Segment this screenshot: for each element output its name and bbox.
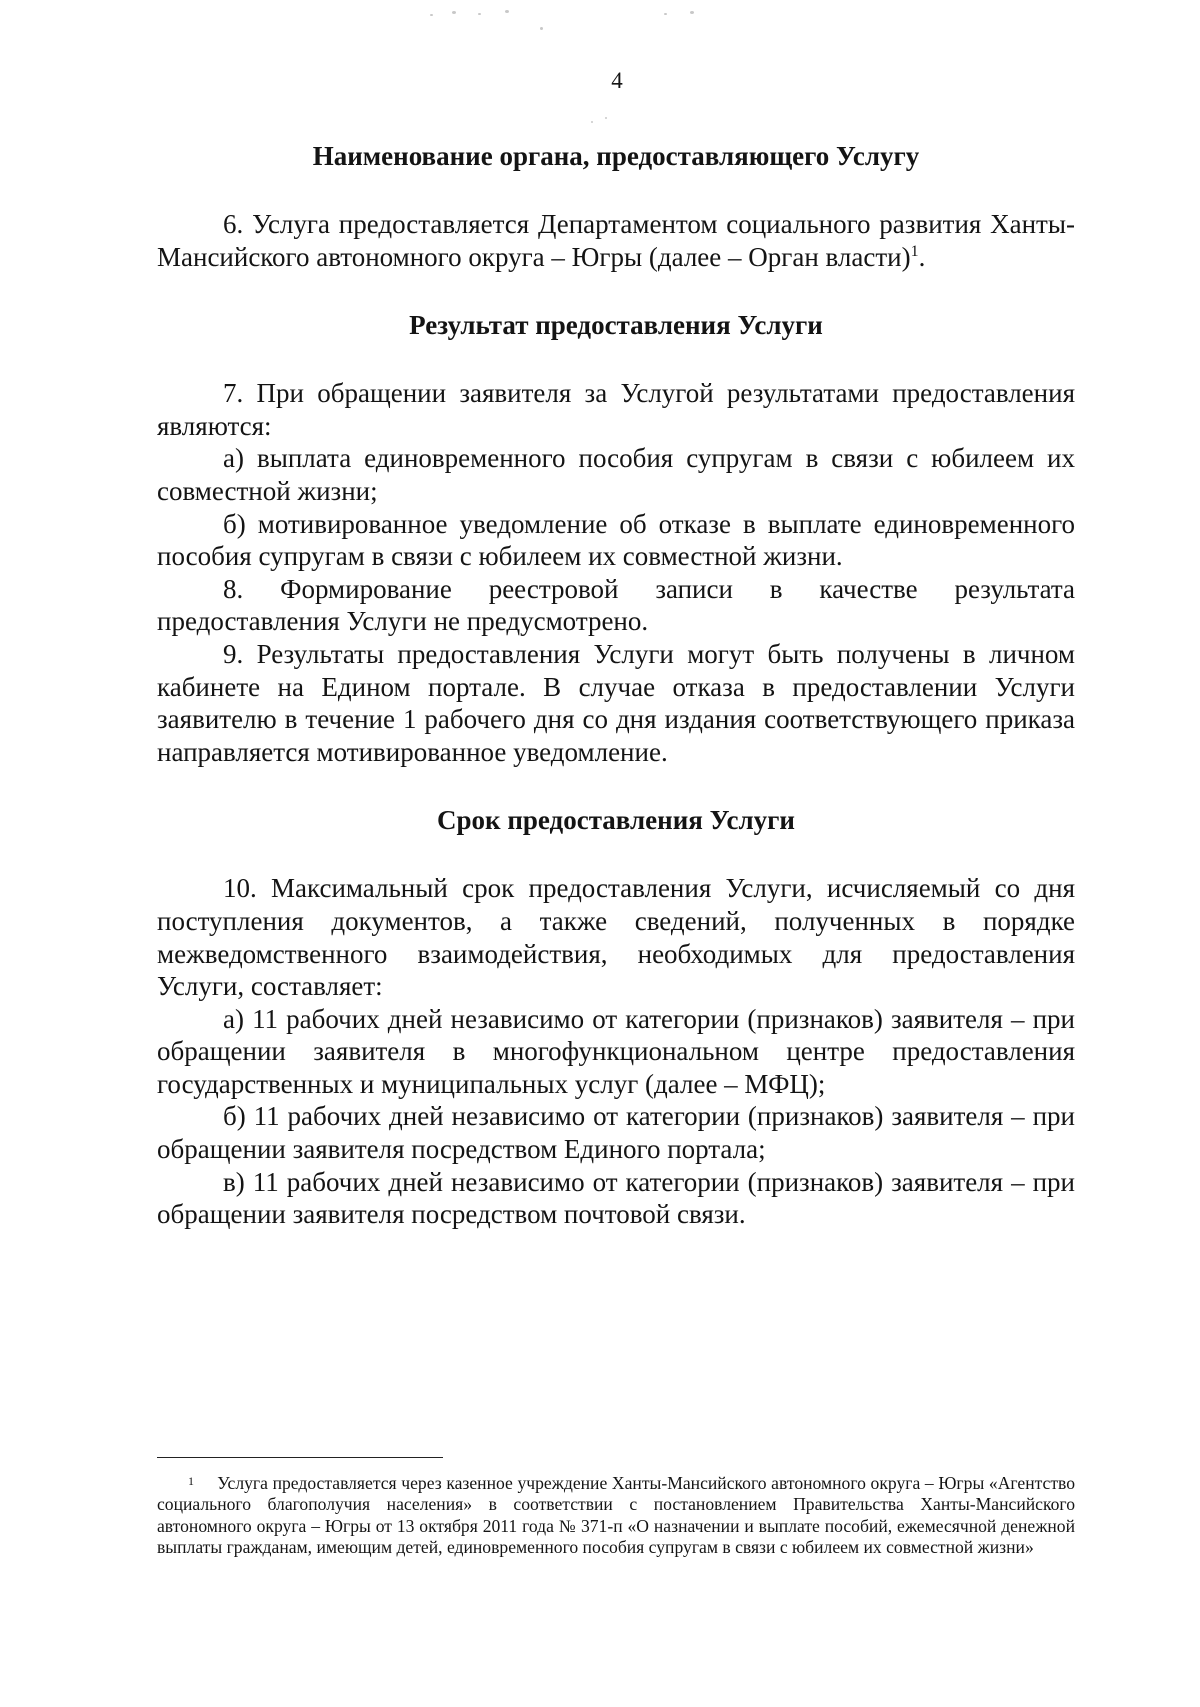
paragraph-10b: б) 11 рабочих дней независимо от категории (признаков) заявителя – при обращении заявителя посредством Единого портала; [157, 1101, 1075, 1165]
paragraph-10a: а) 11 рабочих дней независимо от категории (признаков) заявителя – при обращении заявителя в многофункциональном центре предоставления государственных и муниципальных услуг (далее – МФЦ); [157, 1003, 1075, 1099]
paragraph-9: 9. Результаты предоставления Услуги могут быть получены в личном кабинете на Едином портале. В случае отказа в предоставлении Услуги заявителю в течение 1 рабочего дня со дня издания соответствующего приказа направляется мотивированное уведомление. [157, 638, 1075, 767]
paragraph-text: 6. Услуга предоставляется Департаментом социального развития Ханты-Мансийского автономного округа – Югры (далее – Орган власти) [157, 209, 1075, 272]
section-result [157, 309, 1075, 768]
scan-artifact [591, 121, 593, 123]
scan-artifact [505, 10, 509, 13]
footnote-mark: 1 [188, 1474, 194, 1488]
section-heading: Наименование органа, предоставляющего Услугу [312, 141, 920, 171]
paragraph-10: 10. Максимальный срок предоставления Услуги, исчисляемый со дня поступления документов, а также сведений, полученных в порядке межведомственного взаимодействия, необходимых для предоставления Услуги, составляет: [157, 873, 1075, 1002]
scan-artifact [605, 117, 607, 119]
scan-artifact [690, 11, 694, 14]
document-body [157, 140, 1075, 1231]
page-number: 4 [611, 68, 623, 93]
scan-artifact [452, 11, 456, 14]
section-term [157, 804, 1075, 1231]
footnote-text: Услуга предоставляется через казенное учреждение Ханты-Мансийского автономного округа – Югры «Агентство социального благополучия населения» в соответствии с постановлением Правительства Ханты-Мансийского автономного округа – Югры от 13 октября 2011 года № 371-п «О назначении и выплате пособий, ежемесячной денежной выплаты гражданам, имеющим детей, единовременного пособия супругам в связи с юбилеем их совместной жизни» [157, 1473, 1075, 1557]
paragraph-7b: б) мотивированное уведомление об отказе в выплате единовременного пособия супругам в связи с юбилеем их совместной жизни. [157, 508, 1075, 572]
scan-artifact [478, 13, 481, 15]
paragraph-6 [157, 208, 1075, 273]
paragraph-suffix: . [918, 241, 926, 272]
scan-artifact [540, 27, 543, 30]
section-heading: Результат предоставления Услуги [409, 310, 823, 341]
section-issuing-authority [157, 140, 1075, 273]
section-heading: Срок предоставления Услуги [437, 805, 795, 836]
footnote [157, 1473, 1075, 1558]
footnote-divider [157, 1457, 443, 1458]
scan-artifact [430, 14, 433, 16]
footnote-reference: 1 [910, 242, 919, 260]
paragraph-10c: в) 11 рабочих дней независимо от категории (признаков) заявителя – при обращении заявителя посредством почтовой связи. [157, 1166, 1075, 1230]
paragraph-8: 8. Формирование реестровой записи в качестве результата предоставления Услуги не предусмотрено. [157, 573, 1075, 637]
scan-artifact [664, 13, 667, 15]
paragraph-7a: а) выплата единовременного пособия супругам в связи с юбилеем их совместной жизни; [157, 443, 1075, 506]
paragraph-7: 7. При обращении заявителя за Услугой результатами предоставления являются: [157, 378, 1075, 441]
